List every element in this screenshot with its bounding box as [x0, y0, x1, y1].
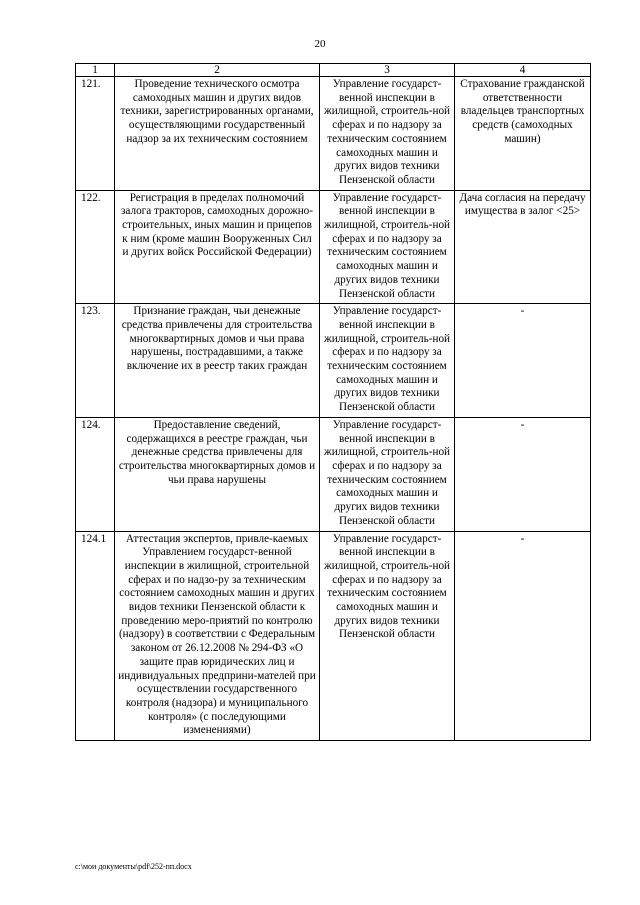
row-number: 124.1 [76, 531, 115, 741]
footer-file-path: c:\мои документы\pdf\252-пп.docx [75, 862, 192, 871]
table-row [76, 304, 591, 418]
services-table [75, 63, 591, 741]
table-row [76, 417, 591, 531]
table-row [76, 77, 591, 191]
service-name: Аттестация экспертов, привле-каемых Управлением государст-венной инспекции в жилищной, строительной сферах и по надзо-ру за техническим состоянием самоходных машин и других видов техники Пензенской области к проведению меро-приятий по контролю (надзору) в соответствии с Федеральным законом от 26.12.2008 № 294-ФЗ «О защите прав юридических лиц и индивидуальных предприни-мателей при осуществлении государственного контроля (надзора) и муниципального контроля» (с последующими изменениями) [115, 531, 320, 741]
table-header-row [76, 64, 591, 77]
row-number: 124. [76, 417, 115, 531]
table-row [76, 531, 591, 741]
authority-name: Управление государст-венной инспекции в жилищной, строитель-ной сферах и по надзору за техническим состоянием самоходных машин и других видов техники Пензенской области [320, 417, 455, 531]
table-row [76, 190, 591, 304]
service-name: Регистрация в пределах полномочий залога тракторов, самоходных дорожно-строительных, иных машин и прицепов к ним (кроме машин Вооруженных Сил и других войск Российской Федерации) [115, 190, 320, 304]
column-header-4: 4 [455, 64, 591, 77]
row-number: 122. [76, 190, 115, 304]
required-service: - [455, 531, 591, 741]
page-number: 20 [314, 38, 326, 50]
required-service: Дача согласия на передачу имущества в залог <25> [455, 190, 591, 304]
authority-name: Управление государст-венной инспекции в жилищной, строитель-ной сферах и по надзору за техническим состоянием самоходных машин и других видов техники Пензенской области [320, 190, 455, 304]
authority-name: Управление государст-венной инспекции в жилищной, строитель-ной сферах и по надзору за техническим состоянием самоходных машин и других видов техники Пензенской области [320, 531, 455, 741]
required-service: - [455, 304, 591, 418]
required-service: Страхование гражданской ответственности владельцев транспортных средств (самоходных машин) [455, 77, 591, 191]
column-header-1: 1 [76, 64, 115, 77]
service-name: Признание граждан, чьи денежные средства привлечены для строительства многоквартирных домов и чьи права нарушены, пострадавшими, а также включение их в реестр таких граждан [115, 304, 320, 418]
column-header-2: 2 [115, 64, 320, 77]
authority-name: Управление государст-венной инспекции в жилищной, строитель-ной сферах и по надзору за техническим состоянием самоходных машин и других видов техники Пензенской области [320, 77, 455, 191]
row-number: 123. [76, 304, 115, 418]
row-number: 121. [76, 77, 115, 191]
column-header-3: 3 [320, 64, 455, 77]
service-name: Предоставление сведений, содержащихся в реестре граждан, чьи денежные средства привлечены для строительства многоквартирных домов и чьи права нарушены [115, 417, 320, 531]
authority-name: Управление государст-венной инспекции в жилищной, строитель-ной сферах и по надзору за техническим состоянием самоходных машин и других видов техники Пензенской области [320, 304, 455, 418]
service-name: Проведение технического осмотра самоходных машин и других видов техники, зарегистрированных органами, осуществляющими государственный надзор за их техническим состоянием [115, 77, 320, 191]
required-service: - [455, 417, 591, 531]
